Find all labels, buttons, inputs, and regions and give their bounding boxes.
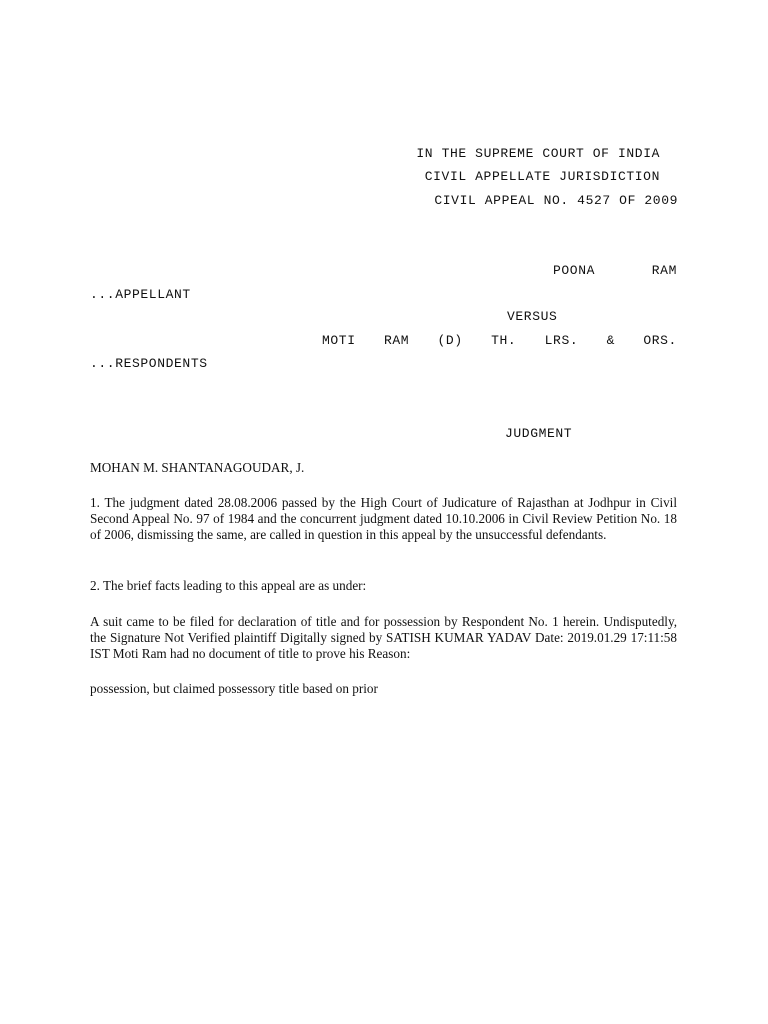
- appeal-number: CIVIL APPEAL NO. 4527 OF 2009: [434, 193, 678, 208]
- respondent-name-word: (D): [437, 333, 463, 348]
- respondent-name-word: &: [606, 333, 615, 348]
- respondent-name-word: TH.: [491, 333, 517, 348]
- respondent-role: ...RESPONDENTS: [90, 356, 208, 371]
- paragraph: 2. The brief facts leading to this appeal are as under:: [90, 578, 367, 593]
- appellant-role: ...APPELLANT: [90, 287, 191, 302]
- paragraph: 1. The judgment dated 28.08.2006 passed by the High Court of Judicature of Rajasthan at Jodhpur in Civil Second Appeal No. 97 of 1984 and the concurrent judgment dated 10.10.2006 in Civil Review Petition No. 18 of 2006, dismissing the same, are called in question in this appeal by the unsuccessful defendants.: [90, 495, 677, 542]
- appellant-name-word: RAM: [651, 263, 677, 278]
- jurisdiction: CIVIL APPELLATE JURISDICTION: [424, 169, 660, 184]
- paragraph: possession, but claimed possessory title based on prior: [90, 681, 378, 696]
- appellant-name-word: POONA: [553, 263, 596, 278]
- appellant-name: [553, 263, 677, 279]
- respondent-name-word: LRS.: [544, 333, 579, 348]
- respondent-name-word: MOTI: [322, 333, 356, 348]
- respondent-name: [322, 333, 677, 349]
- paragraph: A suit came to be filed for declaration of title and for possession by Respondent No. 1 herein. Undisputedly, the Signature Not Verified plaintiff Digitally signed by SATISH KUMAR YADAV Date: 2019.01.29 17:11:58 IST Moti Ram had no document of title to prove his Reason:: [90, 614, 677, 661]
- versus-label: VERSUS: [507, 309, 558, 324]
- judge-name: MOHAN M. SHANTANAGOUDAR, J.: [90, 460, 305, 475]
- respondent-name-word: RAM: [383, 333, 410, 348]
- respondent-name-word: ORS.: [643, 333, 677, 348]
- court-name: IN THE SUPREME COURT OF INDIA: [416, 146, 660, 161]
- judgment-heading: JUDGMENT: [505, 426, 573, 441]
